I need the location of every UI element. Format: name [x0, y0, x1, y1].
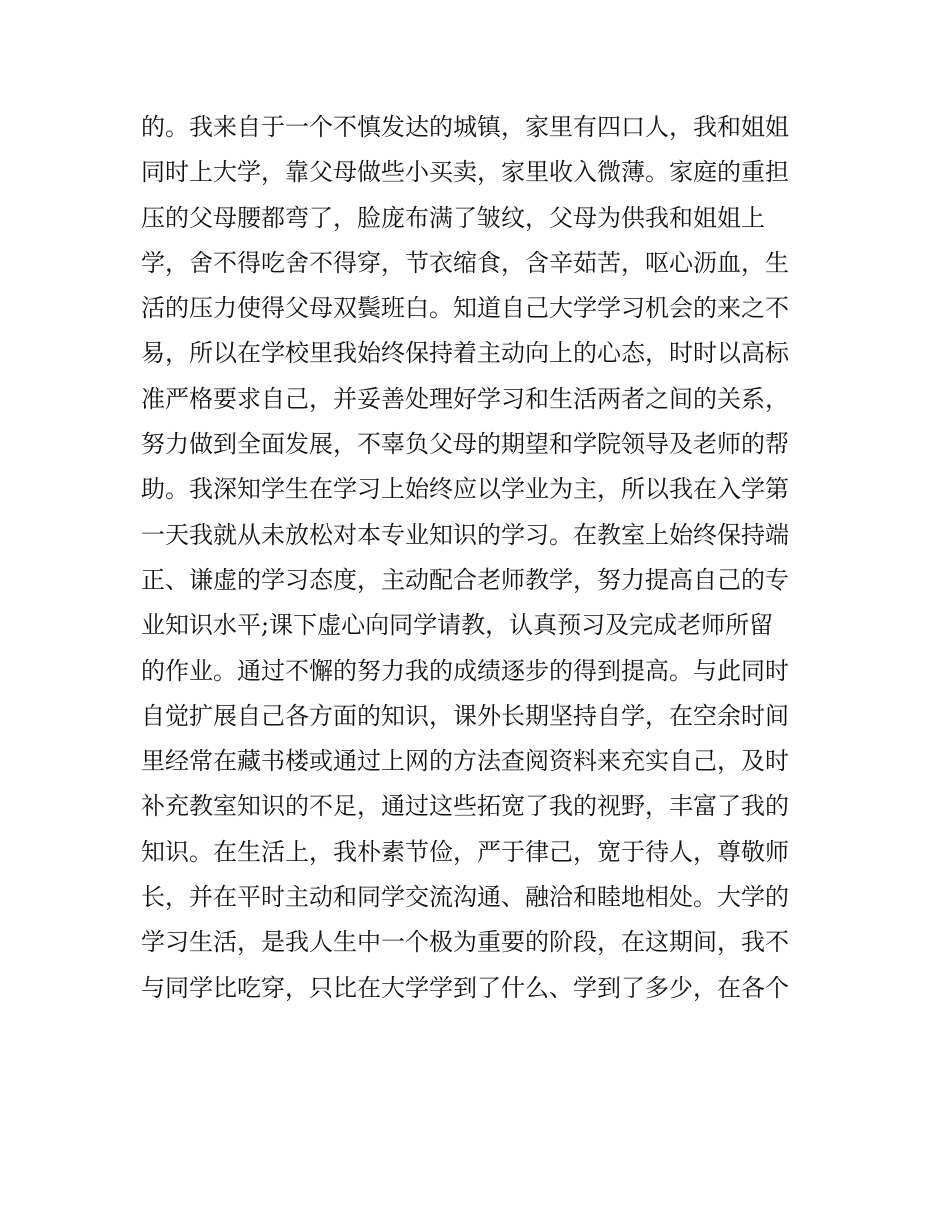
- body-text: [141, 105, 821, 1011]
- text-line: 补充教室知识的不足，通过这些拓宽了我的视野，丰富了我的: [141, 792, 789, 821]
- text-line: 一天我就从未放松对本专业知识的学习。在教室上始终保持端: [141, 520, 789, 549]
- text-line: 准严格要求自己，并妥善处理好学习和生活两者之间的关系，: [141, 384, 789, 413]
- text-line: 长，并在平时主动和同学交流沟通、融洽和睦地相处。大学的: [141, 883, 789, 912]
- text-line: 压的父母腰都弯了，脸庞布满了皱纹，父母为供我和姐姐上: [141, 203, 765, 232]
- text-line: 知识。在生活上，我朴素节俭，严于律己，宽于待人，尊敬师: [141, 837, 789, 866]
- text-line: 努力做到全面发展，不辜负父母的期望和学院领导及老师的帮: [141, 430, 789, 459]
- text-line: 的。我来自于一个不慎发达的城镇，家里有四口人，我和姐姐: [141, 113, 789, 141]
- text-line: 的作业。通过不懈的努力我的成绩逐步的得到提高。与此同时: [141, 656, 789, 685]
- text-line: 学习生活，是我人生中一个极为重要的阶段，在这期间，我不: [141, 928, 789, 957]
- text-line: 学，舍不得吃舍不得穿，节衣缩食，含辛茹苦，呕心沥血，生: [141, 248, 789, 277]
- text-line: 易，所以在学校里我始终保持着主动向上的心态，时时以高标: [141, 339, 789, 368]
- text-line: 自觉扩展自己各方面的知识，课外长期坚持自学，在空余时间: [141, 701, 789, 730]
- text-line: 同时上大学，靠父母做些小买卖，家里收入微薄。家庭的重担: [141, 158, 789, 187]
- text-line: 活的压力使得父母双鬓班白。知道自己大学学习机会的来之不: [141, 294, 789, 323]
- text-line: 里经常在藏书楼或通过上网的方法查阅资料来充实自己，及时: [141, 747, 789, 776]
- text-line: 助。我深知学生在学习上始终应以学业为主，所以我在入学第: [141, 475, 789, 504]
- text-line: 正、谦虚的学习态度，主动配合老师教学，努力提高自己的专: [141, 565, 789, 594]
- text-line: 与同学比吃穿，只比在大学学到了什么、学到了多少，在各个: [141, 973, 789, 1002]
- text-line: 业知识水平;课下虚心向同学请教，认真预习及完成老师所留: [141, 611, 774, 640]
